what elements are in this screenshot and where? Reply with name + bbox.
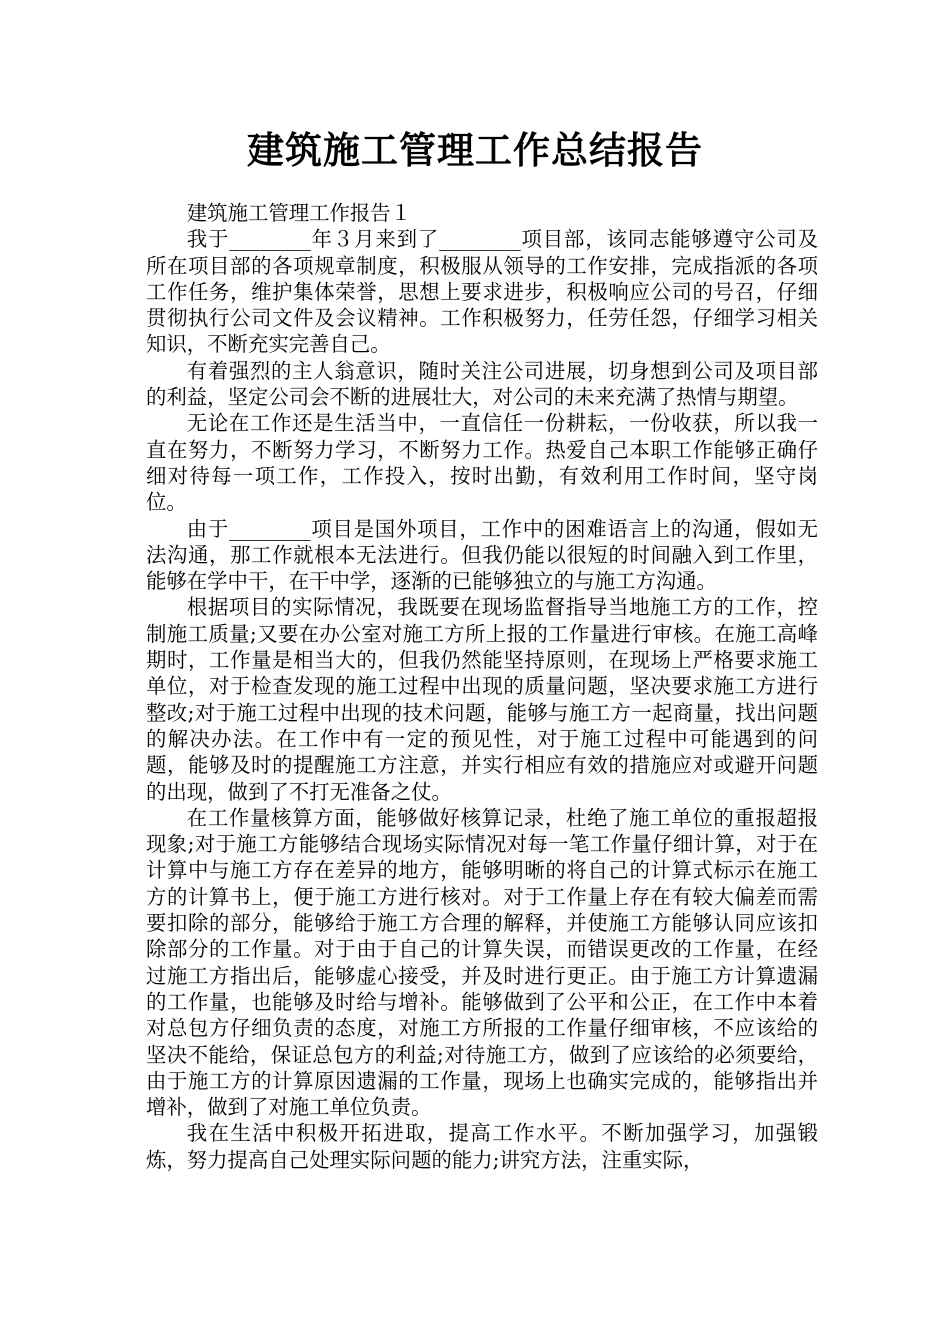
report-subheading: 建筑施工管理工作报告１: [186, 201, 412, 225]
paragraph: 在工作量核算方面，能够做好核算记录，杜绝了施工单位的重报超报现象;对于施工方能够结合现场实际情况对每一笔工作量仔细计算，对于在计算中与施工方存在差异的地方，能够明晰的将自己的计算式标示在施工方的计算书上，便于施工方进行核对。对于工作量上存在有较大偏差而需要扣除的部分，能够给于施工方合理的解释，并使施工方能够认同应该扣除部分的工作量。对于由于自己的计算失误，而错误更改的工作量，在经过施工方指出后，能够虚心接受，并及时进行更正。由于施工方计算遗漏的工作量，也能够及时给与增补。能够做到了公平和公正，在工作中本着对总包方仔细负责的态度，对施工方所报的工作量仔细审核，不应该给的坚决不能给，保证总包方的利益;对待施工方，做到了应该给的必须要给，由于施工方的计算原因遗漏的工作量，现场上也确实完成的，能够指出并增补，做到了对施工单位负责。: [146, 805, 818, 1120]
document-title: 建筑施工管理工作总结报告: [247, 129, 703, 172]
paragraph: 我在生活中积极开拓进取，提高工作水平。不断加强学习，加强锻炼，努力提高自己处理实际问题的能力;讲究方法，注重实际，: [146, 1121, 818, 1172]
paragraph: 有着强烈的主人翁意识，随时关注公司进展，切身想到公司及项目部的利益，坚定公司会不断的进展壮大，对公司的未来充满了热情与期望。: [146, 358, 818, 410]
paragraph: 根据项目的实际情况，我既要在现场监督指导当地施工方的工作，控制施工质量;又要在办公室对施工方所上报的工作量进行审核。在施工高峰期时，工作量是相当大的，但我仍然能坚持原则，在现场上严格要求施工单位，对于检查发现的施工过程中出现的质量问题，坚决要求施工方进行整改;对于施工过程中出现的技术问题，能够与施工方一起商量，找出问题的解决办法。在工作中有一定的预见性，对于施工过程中可能遇到的问题，能够及时的提醒施工方注意，并实行相应有效的措施应对或避开问题的出现，做到了不打无准备之仗。: [146, 595, 818, 804]
document-body: [146, 200, 818, 1173]
paragraph: 无论在工作还是生活当中，一直信任一份耕耘，一份收获，所以我一直在努力，不断努力学习，不断努力工作。热爱自己本职工作能够正确仔细对待每一项工作，工作投入，按时出勤，有效利用工作时间，坚守岗位。: [146, 411, 818, 515]
paragraph: 由于________项目是国外项目，工作中的困难语言上的沟通，假如无法沟通，那工作就根本无法进行。但我仍能以很短的时间融入到工作里，能够在学中干，在干中学，逐渐的已能够独立的与施工方沟通。: [146, 516, 818, 594]
paragraph: 我于________年３月来到了________项目部，该同志能够遵守公司及所在项目部的各项规章制度，积极服从领导的工作安排，完成指派的各项工作任务，维护集体荣誉，思想上要求进步，积极响应公司的号召，仔细贯彻执行公司文件及会议精神。工作积极努力，任劳任怨，仔细学习相关知识，不断充实完善自己。: [146, 227, 818, 357]
